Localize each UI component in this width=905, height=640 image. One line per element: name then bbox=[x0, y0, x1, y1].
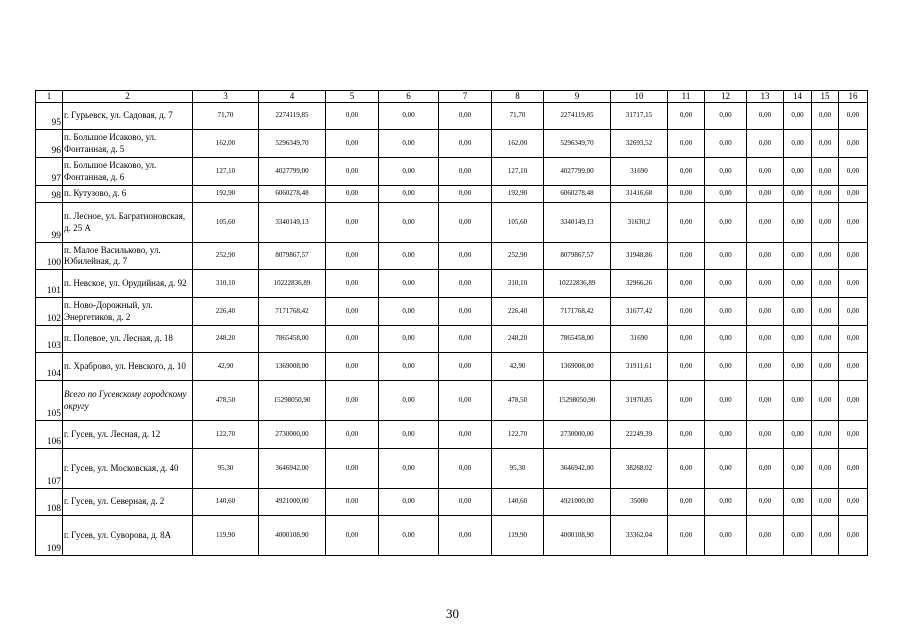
value-cell-col-6: 0,00 bbox=[379, 298, 439, 326]
value-cell-col-5: 0,00 bbox=[326, 270, 379, 298]
value-cell-col-13: 0,00 bbox=[747, 353, 784, 381]
value-cell-col-14: 0,00 bbox=[784, 298, 812, 326]
column-header-6: 6 bbox=[379, 91, 439, 103]
table-body bbox=[36, 91, 868, 556]
value-cell-col-4: 3646942,00 bbox=[259, 449, 326, 489]
address-cell: п. Ново-Дорожный, ул. Энергетиков, д. 2 bbox=[63, 298, 193, 326]
value-cell-col-5: 0,00 bbox=[326, 381, 379, 421]
value-cell-col-10: 22249,39 bbox=[611, 421, 668, 449]
value-cell-col-15: 0,00 bbox=[812, 381, 839, 421]
value-cell-col-13: 0,00 bbox=[747, 158, 784, 186]
table-row bbox=[36, 298, 868, 326]
value-cell-col-15: 0,00 bbox=[812, 298, 839, 326]
value-cell-col-7: 0,00 bbox=[439, 381, 492, 421]
value-cell-col-16: 0,00 bbox=[839, 381, 868, 421]
value-cell-col-16: 0,00 bbox=[839, 516, 868, 556]
value-cell-col-13: 0,00 bbox=[747, 326, 784, 353]
table-row bbox=[36, 158, 868, 186]
value-cell-col-10: 31677,42 bbox=[611, 298, 668, 326]
value-cell-col-13: 0,00 bbox=[747, 449, 784, 489]
value-cell-col-3: 119,90 bbox=[193, 516, 259, 556]
address-cell: п. Лесное, ул. Багратионовская, д. 25 А bbox=[63, 203, 193, 243]
value-cell-col-6: 0,00 bbox=[379, 449, 439, 489]
address-cell: г. Гусев, ул. Лесная, д. 12 bbox=[63, 421, 193, 449]
value-cell-col-10: 32693,52 bbox=[611, 130, 668, 158]
value-cell-col-8: 162,00 bbox=[492, 130, 544, 158]
value-cell-col-7: 0,00 bbox=[439, 326, 492, 353]
value-cell-col-9: 8079867,57 bbox=[544, 243, 611, 270]
value-cell-col-8: 248,20 bbox=[492, 326, 544, 353]
value-cell-col-6: 0,00 bbox=[379, 158, 439, 186]
value-cell-col-12: 0,00 bbox=[705, 186, 747, 203]
value-cell-col-9: 3646942,00 bbox=[544, 449, 611, 489]
value-cell-col-16: 0,00 bbox=[839, 243, 868, 270]
table-row bbox=[36, 203, 868, 243]
value-cell-col-3: 248,20 bbox=[193, 326, 259, 353]
table-row bbox=[36, 381, 868, 421]
value-cell-col-13: 0,00 bbox=[747, 516, 784, 556]
value-cell-col-4: 2730000,00 bbox=[259, 421, 326, 449]
value-cell-col-16: 0,00 bbox=[839, 186, 868, 203]
column-header-16: 16 bbox=[839, 91, 868, 103]
value-cell-col-3: 71,70 bbox=[193, 103, 259, 130]
value-cell-col-7: 0,00 bbox=[439, 298, 492, 326]
value-cell-col-3: 122,70 bbox=[193, 421, 259, 449]
value-cell-col-9: 7171768,42 bbox=[544, 298, 611, 326]
value-cell-col-9: 4027799,00 bbox=[544, 158, 611, 186]
value-cell-col-9: 2730000,00 bbox=[544, 421, 611, 449]
value-cell-col-10: 35000 bbox=[611, 489, 668, 516]
value-cell-col-5: 0,00 bbox=[326, 421, 379, 449]
address-cell: п. Малое Васильково, ул. Юбилейная, д. 7 bbox=[63, 243, 193, 270]
value-cell-col-12: 0,00 bbox=[705, 158, 747, 186]
row-number: 109 bbox=[36, 516, 63, 556]
value-cell-col-3: 478,50 bbox=[193, 381, 259, 421]
value-cell-col-6: 0,00 bbox=[379, 421, 439, 449]
row-number: 103 bbox=[36, 326, 63, 353]
value-cell-col-6: 0,00 bbox=[379, 243, 439, 270]
value-cell-col-9: 6060278,48 bbox=[544, 186, 611, 203]
value-cell-col-11: 0,00 bbox=[668, 326, 705, 353]
value-cell-col-13: 0,00 bbox=[747, 270, 784, 298]
address-cell: п. Храброво, ул. Невского, д. 10 bbox=[63, 353, 193, 381]
value-cell-col-13: 0,00 bbox=[747, 381, 784, 421]
value-cell-col-11: 0,00 bbox=[668, 353, 705, 381]
value-cell-col-14: 0,00 bbox=[784, 103, 812, 130]
value-cell-col-16: 0,00 bbox=[839, 298, 868, 326]
value-cell-col-3: 105,60 bbox=[193, 203, 259, 243]
value-cell-col-12: 0,00 bbox=[705, 103, 747, 130]
value-cell-col-6: 0,00 bbox=[379, 516, 439, 556]
value-cell-col-9: 4921000,00 bbox=[544, 489, 611, 516]
value-cell-col-14: 0,00 bbox=[784, 243, 812, 270]
value-cell-col-12: 0,00 bbox=[705, 421, 747, 449]
value-cell-col-14: 0,00 bbox=[784, 381, 812, 421]
value-cell-col-10: 38268,02 bbox=[611, 449, 668, 489]
value-cell-col-7: 0,00 bbox=[439, 353, 492, 381]
value-cell-col-9: 3340149,13 bbox=[544, 203, 611, 243]
value-cell-col-13: 0,00 bbox=[747, 186, 784, 203]
column-header-4: 4 bbox=[259, 91, 326, 103]
value-cell-col-5: 0,00 bbox=[326, 516, 379, 556]
value-cell-col-8: 105,60 bbox=[492, 203, 544, 243]
value-cell-col-15: 0,00 bbox=[812, 270, 839, 298]
value-cell-col-5: 0,00 bbox=[326, 186, 379, 203]
value-cell-col-14: 0,00 bbox=[784, 158, 812, 186]
value-cell-col-9: 10222836,89 bbox=[544, 270, 611, 298]
value-cell-col-4: 3340149,13 bbox=[259, 203, 326, 243]
column-header-10: 10 bbox=[611, 91, 668, 103]
row-number: 108 bbox=[36, 489, 63, 516]
value-cell-col-16: 0,00 bbox=[839, 326, 868, 353]
row-number: 107 bbox=[36, 449, 63, 489]
address-cell: Всего по Гусевскому городскому округу bbox=[63, 381, 193, 421]
table-row bbox=[36, 243, 868, 270]
value-cell-col-14: 0,00 bbox=[784, 186, 812, 203]
value-cell-col-7: 0,00 bbox=[439, 103, 492, 130]
value-cell-col-4: 4027799,00 bbox=[259, 158, 326, 186]
value-cell-col-6: 0,00 bbox=[379, 130, 439, 158]
address-cell: г. Гусев, ул. Северная, д. 2 bbox=[63, 489, 193, 516]
value-cell-col-12: 0,00 bbox=[705, 326, 747, 353]
row-number: 100 bbox=[36, 243, 63, 270]
value-cell-col-11: 0,00 bbox=[668, 298, 705, 326]
value-cell-col-9: 15298050,90 bbox=[544, 381, 611, 421]
row-number: 105 bbox=[36, 381, 63, 421]
value-cell-col-14: 0,00 bbox=[784, 270, 812, 298]
column-header-13: 13 bbox=[747, 91, 784, 103]
value-cell-col-16: 0,00 bbox=[839, 421, 868, 449]
address-cell: п. Невское, ул. Орудийная, д. 92 bbox=[63, 270, 193, 298]
column-header-5: 5 bbox=[326, 91, 379, 103]
value-cell-col-7: 0,00 bbox=[439, 489, 492, 516]
row-number: 104 bbox=[36, 353, 63, 381]
value-cell-col-7: 0,00 bbox=[439, 243, 492, 270]
value-cell-col-15: 0,00 bbox=[812, 353, 839, 381]
value-cell-col-3: 226,40 bbox=[193, 298, 259, 326]
value-cell-col-14: 0,00 bbox=[784, 203, 812, 243]
value-cell-col-11: 0,00 bbox=[668, 489, 705, 516]
value-cell-col-10: 31690 bbox=[611, 158, 668, 186]
value-cell-col-15: 0,00 bbox=[812, 203, 839, 243]
table-row bbox=[36, 326, 868, 353]
value-cell-col-12: 0,00 bbox=[705, 130, 747, 158]
page-number: 30 bbox=[446, 606, 459, 621]
value-cell-col-16: 0,00 bbox=[839, 103, 868, 130]
value-cell-col-3: 127,10 bbox=[193, 158, 259, 186]
value-cell-col-5: 0,00 bbox=[326, 158, 379, 186]
value-cell-col-11: 0,00 bbox=[668, 449, 705, 489]
value-cell-col-4: 7865458,00 bbox=[259, 326, 326, 353]
value-cell-col-5: 0,00 bbox=[326, 326, 379, 353]
value-cell-col-5: 0,00 bbox=[326, 130, 379, 158]
value-cell-col-4: 7171768,42 bbox=[259, 298, 326, 326]
value-cell-col-15: 0,00 bbox=[812, 449, 839, 489]
value-cell-col-4: 1369008,00 bbox=[259, 353, 326, 381]
value-cell-col-13: 0,00 bbox=[747, 130, 784, 158]
value-cell-col-5: 0,00 bbox=[326, 103, 379, 130]
value-cell-col-10: 31690 bbox=[611, 326, 668, 353]
value-cell-col-13: 0,00 bbox=[747, 103, 784, 130]
value-cell-col-15: 0,00 bbox=[812, 130, 839, 158]
value-cell-col-9: 1369008,00 bbox=[544, 353, 611, 381]
value-cell-col-7: 0,00 bbox=[439, 203, 492, 243]
value-cell-col-10: 31717,15 bbox=[611, 103, 668, 130]
value-cell-col-16: 0,00 bbox=[839, 203, 868, 243]
value-cell-col-11: 0,00 bbox=[668, 130, 705, 158]
value-cell-col-14: 0,00 bbox=[784, 353, 812, 381]
value-cell-col-14: 0,00 bbox=[784, 130, 812, 158]
value-cell-col-6: 0,00 bbox=[379, 489, 439, 516]
value-cell-col-15: 0,00 bbox=[812, 158, 839, 186]
value-cell-col-6: 0,00 bbox=[379, 270, 439, 298]
value-cell-col-11: 0,00 bbox=[668, 158, 705, 186]
column-number-header-row bbox=[36, 91, 868, 103]
value-cell-col-12: 0,00 bbox=[705, 449, 747, 489]
table-row bbox=[36, 130, 868, 158]
column-header-11: 11 bbox=[668, 91, 705, 103]
value-cell-col-3: 140,60 bbox=[193, 489, 259, 516]
value-cell-col-8: 226,40 bbox=[492, 298, 544, 326]
value-cell-col-11: 0,00 bbox=[668, 203, 705, 243]
value-cell-col-8: 192,90 bbox=[492, 186, 544, 203]
table-row bbox=[36, 421, 868, 449]
value-cell-col-12: 0,00 bbox=[705, 516, 747, 556]
column-header-15: 15 bbox=[812, 91, 839, 103]
value-cell-col-6: 0,00 bbox=[379, 203, 439, 243]
value-cell-col-9: 5296349,70 bbox=[544, 130, 611, 158]
value-cell-col-3: 252,90 bbox=[193, 243, 259, 270]
value-cell-col-15: 0,00 bbox=[812, 103, 839, 130]
value-cell-col-10: 31911,61 bbox=[611, 353, 668, 381]
value-cell-col-12: 0,00 bbox=[705, 381, 747, 421]
value-cell-col-6: 0,00 bbox=[379, 103, 439, 130]
value-cell-col-4: 2274119,85 bbox=[259, 103, 326, 130]
value-cell-col-16: 0,00 bbox=[839, 158, 868, 186]
value-cell-col-4: 15298050,90 bbox=[259, 381, 326, 421]
value-cell-col-8: 478,50 bbox=[492, 381, 544, 421]
row-number: 99 bbox=[36, 203, 63, 243]
row-number: 95 bbox=[36, 103, 63, 130]
value-cell-col-8: 252,90 bbox=[492, 243, 544, 270]
row-number: 96 bbox=[36, 130, 63, 158]
table-row bbox=[36, 186, 868, 203]
value-cell-col-11: 0,00 bbox=[668, 186, 705, 203]
value-cell-col-8: 310,10 bbox=[492, 270, 544, 298]
address-cell: п. Кутузово, д. 6 bbox=[63, 186, 193, 203]
value-cell-col-4: 8079867,57 bbox=[259, 243, 326, 270]
value-cell-col-11: 0,00 bbox=[668, 243, 705, 270]
address-cell: г. Гусев, ул. Суворова, д. 8А bbox=[63, 516, 193, 556]
address-cell: п. Большое Исаково, ул. Фонтанная, д. 6 bbox=[63, 158, 193, 186]
value-cell-col-4: 10222836,89 bbox=[259, 270, 326, 298]
row-number: 97 bbox=[36, 158, 63, 186]
value-cell-col-8: 42,90 bbox=[492, 353, 544, 381]
value-cell-col-13: 0,00 bbox=[747, 489, 784, 516]
value-cell-col-7: 0,00 bbox=[439, 270, 492, 298]
value-cell-col-10: 31416,68 bbox=[611, 186, 668, 203]
column-header-1: 1 bbox=[36, 91, 63, 103]
value-cell-col-11: 0,00 bbox=[668, 103, 705, 130]
value-cell-col-8: 122,70 bbox=[492, 421, 544, 449]
value-cell-col-3: 310,10 bbox=[193, 270, 259, 298]
value-cell-col-6: 0,00 bbox=[379, 381, 439, 421]
value-cell-col-16: 0,00 bbox=[839, 270, 868, 298]
value-cell-col-7: 0,00 bbox=[439, 186, 492, 203]
address-cell: п. Полевое, ул. Лесная, д. 18 bbox=[63, 326, 193, 353]
value-cell-col-14: 0,00 bbox=[784, 449, 812, 489]
value-cell-col-12: 0,00 bbox=[705, 203, 747, 243]
column-header-3: 3 bbox=[193, 91, 259, 103]
value-cell-col-16: 0,00 bbox=[839, 489, 868, 516]
value-cell-col-14: 0,00 bbox=[784, 421, 812, 449]
value-cell-col-12: 0,00 bbox=[705, 243, 747, 270]
value-cell-col-9: 7865458,00 bbox=[544, 326, 611, 353]
column-header-9: 9 bbox=[544, 91, 611, 103]
value-cell-col-16: 0,00 bbox=[839, 130, 868, 158]
row-number: 102 bbox=[36, 298, 63, 326]
value-cell-col-3: 192,90 bbox=[193, 186, 259, 203]
value-cell-col-5: 0,00 bbox=[326, 243, 379, 270]
value-cell-col-6: 0,00 bbox=[379, 326, 439, 353]
value-cell-col-8: 119,90 bbox=[492, 516, 544, 556]
register-table bbox=[35, 90, 868, 556]
column-header-14: 14 bbox=[784, 91, 812, 103]
value-cell-col-5: 0,00 bbox=[326, 298, 379, 326]
value-cell-col-7: 0,00 bbox=[439, 130, 492, 158]
value-cell-col-10: 33362,04 bbox=[611, 516, 668, 556]
value-cell-col-14: 0,00 bbox=[784, 489, 812, 516]
value-cell-col-7: 0,00 bbox=[439, 449, 492, 489]
value-cell-col-15: 0,00 bbox=[812, 516, 839, 556]
column-header-12: 12 bbox=[705, 91, 747, 103]
value-cell-col-13: 0,00 bbox=[747, 203, 784, 243]
value-cell-col-5: 0,00 bbox=[326, 353, 379, 381]
value-cell-col-5: 0,00 bbox=[326, 489, 379, 516]
value-cell-col-9: 4000108,90 bbox=[544, 516, 611, 556]
value-cell-col-10: 31630,2 bbox=[611, 203, 668, 243]
value-cell-col-12: 0,00 bbox=[705, 298, 747, 326]
value-cell-col-7: 0,00 bbox=[439, 158, 492, 186]
address-cell: г. Гурьевск, ул. Садовая, д. 7 bbox=[63, 103, 193, 130]
value-cell-col-3: 95,30 bbox=[193, 449, 259, 489]
table-row bbox=[36, 449, 868, 489]
value-cell-col-8: 140,60 bbox=[492, 489, 544, 516]
value-cell-col-10: 32966,26 bbox=[611, 270, 668, 298]
value-cell-col-8: 127,10 bbox=[492, 158, 544, 186]
value-cell-col-16: 0,00 bbox=[839, 449, 868, 489]
value-cell-col-5: 0,00 bbox=[326, 203, 379, 243]
row-number: 106 bbox=[36, 421, 63, 449]
value-cell-col-4: 4921000,00 bbox=[259, 489, 326, 516]
value-cell-col-11: 0,00 bbox=[668, 270, 705, 298]
row-number: 101 bbox=[36, 270, 63, 298]
value-cell-col-12: 0,00 bbox=[705, 270, 747, 298]
value-cell-col-16: 0,00 bbox=[839, 353, 868, 381]
value-cell-col-4: 6060278,48 bbox=[259, 186, 326, 203]
value-cell-col-7: 0,00 bbox=[439, 516, 492, 556]
value-cell-col-4: 5296349,70 bbox=[259, 130, 326, 158]
address-cell: г. Гусев, ул. Московская, д. 40 bbox=[63, 449, 193, 489]
value-cell-col-7: 0,00 bbox=[439, 421, 492, 449]
value-cell-col-8: 71,70 bbox=[492, 103, 544, 130]
table-row bbox=[36, 353, 868, 381]
value-cell-col-10: 31948,86 bbox=[611, 243, 668, 270]
value-cell-col-15: 0,00 bbox=[812, 186, 839, 203]
table-row bbox=[36, 103, 868, 130]
table-row bbox=[36, 489, 868, 516]
value-cell-col-9: 2274119,85 bbox=[544, 103, 611, 130]
value-cell-col-11: 0,00 bbox=[668, 516, 705, 556]
column-header-8: 8 bbox=[492, 91, 544, 103]
value-cell-col-6: 0,00 bbox=[379, 353, 439, 381]
value-cell-col-8: 95,30 bbox=[492, 449, 544, 489]
value-cell-col-6: 0,00 bbox=[379, 186, 439, 203]
value-cell-col-11: 0,00 bbox=[668, 381, 705, 421]
table-row bbox=[36, 270, 868, 298]
value-cell-col-12: 0,00 bbox=[705, 489, 747, 516]
row-number: 98 bbox=[36, 186, 63, 203]
value-cell-col-13: 0,00 bbox=[747, 298, 784, 326]
value-cell-col-3: 42,90 bbox=[193, 353, 259, 381]
value-cell-col-10: 31970,85 bbox=[611, 381, 668, 421]
value-cell-col-4: 4000108,90 bbox=[259, 516, 326, 556]
value-cell-col-5: 0,00 bbox=[326, 449, 379, 489]
value-cell-col-13: 0,00 bbox=[747, 243, 784, 270]
value-cell-col-3: 162,00 bbox=[193, 130, 259, 158]
value-cell-col-15: 0,00 bbox=[812, 326, 839, 353]
value-cell-col-15: 0,00 bbox=[812, 489, 839, 516]
column-header-2: 2 bbox=[63, 91, 193, 103]
column-header-7: 7 bbox=[439, 91, 492, 103]
value-cell-col-13: 0,00 bbox=[747, 421, 784, 449]
value-cell-col-14: 0,00 bbox=[784, 516, 812, 556]
value-cell-col-12: 0,00 bbox=[705, 353, 747, 381]
value-cell-col-14: 0,00 bbox=[784, 326, 812, 353]
table-row bbox=[36, 516, 868, 556]
value-cell-col-11: 0,00 bbox=[668, 421, 705, 449]
address-cell: п. Большое Исаково, ул. Фонтанная, д. 5 bbox=[63, 130, 193, 158]
value-cell-col-15: 0,00 bbox=[812, 421, 839, 449]
value-cell-col-15: 0,00 bbox=[812, 243, 839, 270]
